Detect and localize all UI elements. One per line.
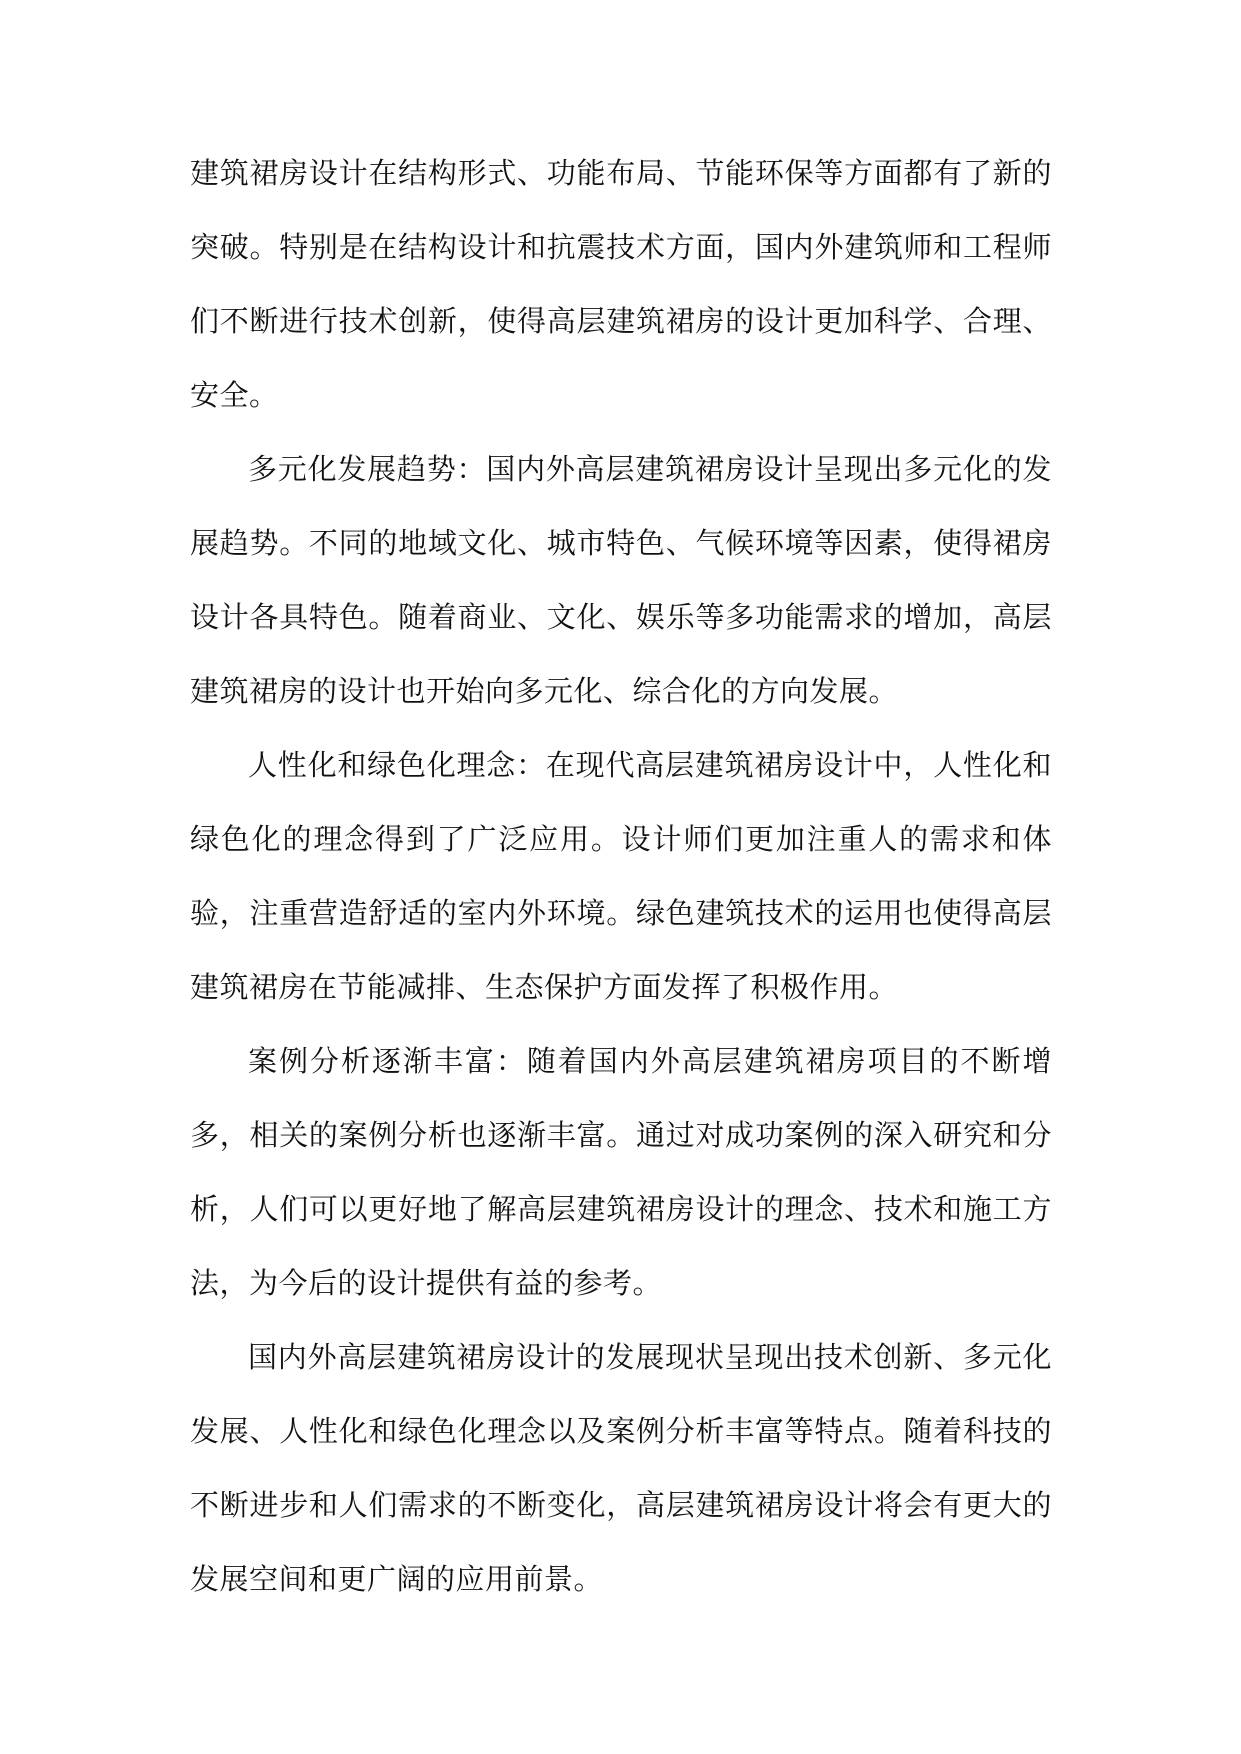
paragraph-4: 案例分析逐渐丰富：随着国内外高层建筑裙房项目的不断增多，相关的案例分析也逐渐丰富。通过对成功案例的深入研究和分析，人们可以更好地了解高层建筑裙房设计的理念、技术和施工方法，为今后的设计提供有益的参考。 [190,1044,1052,1300]
paragraph-5: 国内外高层建筑裙房设计的发展现状呈现出技术创新、多元化发展、人性化和绿色化理念以及案例分析丰富等特点。随着科技的不断进步和人们需求的不断变化，高层建筑裙房设计将会有更大的发展空间和更广阔的应用前景。 [190,1340,1052,1596]
document-body [190,136,1052,1616]
paragraph-1: 建筑裙房设计在结构形式、功能布局、节能环保等方面都有了新的突破。特别是在结构设计和抗震技术方面，国内外建筑师和工程师们不断进行技术创新，使得高层建筑裙房的设计更加科学、合理、安全。 [190,156,1052,412]
paragraph-3: 人性化和绿色化理念：在现代高层建筑裙房设计中，人性化和绿色化的理念得到了广泛应用。设计师们更加注重人的需求和体验，注重营造舒适的室内外环境。绿色建筑技术的运用也使得高层建筑裙房在节能减排、生态保护方面发挥了积极作用。 [190,748,1052,1004]
paragraph-2: 多元化发展趋势：国内外高层建筑裙房设计呈现出多元化的发展趋势。不同的地域文化、城市特色、气候环境等因素，使得裙房设计各具特色。随着商业、文化、娱乐等多功能需求的增加，高层建筑裙房的设计也开始向多元化、综合化的方向发展。 [190,452,1052,708]
